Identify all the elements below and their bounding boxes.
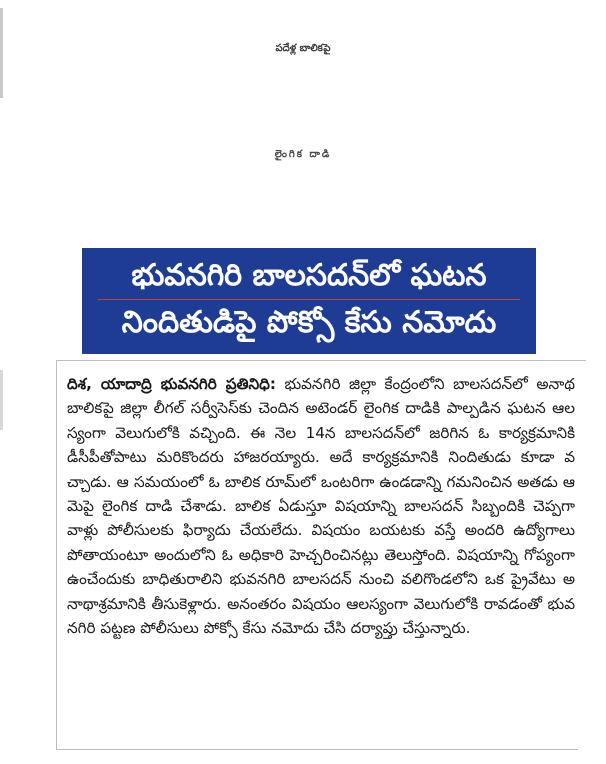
subheadline-line-1: భువనగిరి బాలసదన్‌లో ఘటన xyxy=(131,258,487,293)
headline-line-2: లైంగిక దాడి xyxy=(274,149,332,160)
article-body xyxy=(67,372,575,640)
subheadline-line-2: నిందితుడిపై పోక్సో కేసు నమోదు xyxy=(121,305,497,340)
article-text: భువనగిరి జిల్లా కేంద్రంలోని బాలసదన్‌లో అనాథ బాలికపై జిల్లా లీగల్ సర్వీసెస్‌కు చెందిన అటెండర్ లైంగిక దాడికి పాల్పడిన ఘటన ఆలస్యంగా వెలుగులోకి వచ్చింది. ఈ నెల 14న బాలసదన్‌లో జరిగిన ఓ కార్యక్రమానికి డీసీపీతోపాటు మరికొందరు హాజరయ్యారు. అదే కార్యక్రమానికి నిందితుడు కూడా వచ్చాడు. ఆ సమయంలో ఓ బాలిక రూమ్‌లో ఒంటరిగా ఉండడాన్ని గమనించిన అతడు ఆమెపై లైంగిక దాడి చేశాడు. బాలిక ఏడుస్తూ విషయాన్ని బాలసదన్ సిబ్బందికి చెప్పగా వాళ్లు పోలీసులకు ఫిర్యాదు చేయలేదు. విషయం బయటకు వస్తే అందరి ఉద్యోగాలు పోతాయంటూ అందులోని ఓ అధికారి హెచ్చరించినట్లు తెలుస్తోంది. విషయాన్ని గోప్యంగా ఉంచేందుకు బాధితురాలిని భువనగిరి బాలసదన్ నుంచి వలిగొండలోని ఒక ప్రైవేటు అనాథాశ్రమానికి తీసుకెళ్లారు. అనంతరం విషయం ఆలస్యంగా వెలుగులోకి రావడంతో భువనగిరి పట్టణ పోలీసులు పోక్సో కేసు నమోదు చేసి దర్యాప్తు చేస్తున్నారు. xyxy=(67,375,576,638)
headline-line-1: పదేళ్ల బాలికపై xyxy=(275,43,331,54)
clipping-edge-mark xyxy=(0,370,3,430)
article-dateline: దిశ, యాదాద్రి భువనగిరి ప్రతినిధి: xyxy=(67,375,276,393)
subheadline-box xyxy=(82,248,536,354)
article-body-frame xyxy=(56,360,578,750)
subheadline-divider xyxy=(98,299,520,300)
